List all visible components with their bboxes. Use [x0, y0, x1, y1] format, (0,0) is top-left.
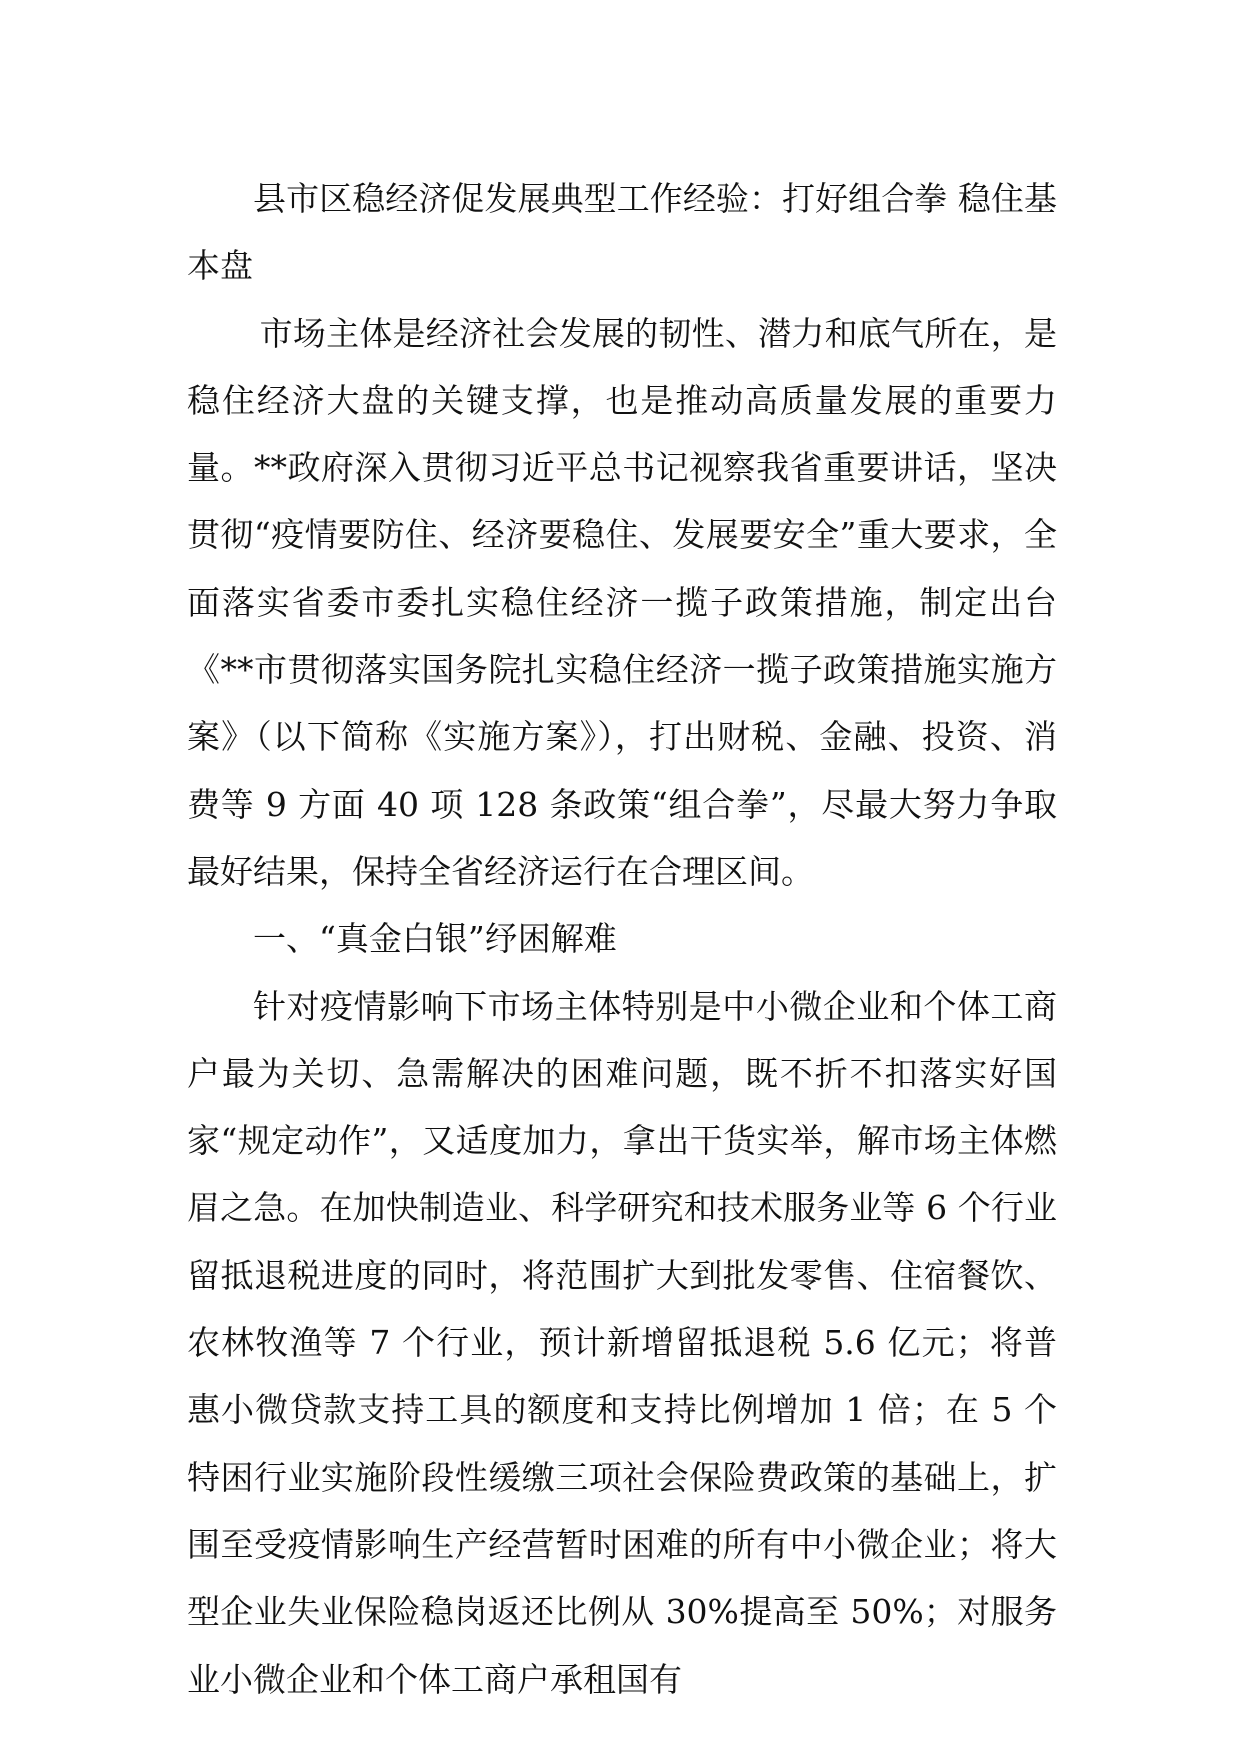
intro-paragraph: 市场主体是经济社会发展的韧性、潜力和底气所在，是稳住经济大盘的关键支撑，也是推动高质量发展的重要力量。**政府深入贯彻习近平总书记视察我省重要讲话，坚决贯彻“疫情要防住、经济要稳住、发展要安全”重大要求，全面落实省委市委扎实稳住经济一揽子政策措施，制定出台《**市贯彻落实国务院扎实稳住经济一揽子政策措施实施方案》（以下简称《实施方案》），打出财税、金融、投资、消费等 9 方面 40 项 128 条政策“组合拳”，尽最大努力争取最好结果，保持全省经济运行在合理区间。	[187, 313, 1057, 891]
document-title: 县市区稳经济促发展典型工作经验：打好组合拳 稳住基本盘	[187, 179, 1057, 286]
document-body	[187, 165, 1057, 1713]
section-paragraph: 针对疫情影响下市场主体特别是中小微企业和个体工商户最为关切、急需解决的困难问题，既不折不扣落实好国家“规定动作”，又适度加力，拿出干货实举，解市场主体燃眉之急。在加快制造业、科学研究和技术服务业等 6 个行业留抵退税进度的同时，将范围扩大到批发零售、住宿餐饮、农林牧渔等 7 个行业，预计新增留抵退税 5.6 亿元；将普惠小微贷款支持工具的额度和支持比例增加 1 倍；在 5 个特困行业实施阶段性缓缴三项社会保险费政策的基础上，扩围至受疫情影响生产经营暂时困难的所有中小微企业；将大型企业失业保险稳岗返还比例从 30%提高至 50%；对服务业小微企业和个体工商户承租国有	[187, 986, 1057, 1699]
section-heading: 一、“真金白银”纾困解难	[253, 919, 617, 959]
